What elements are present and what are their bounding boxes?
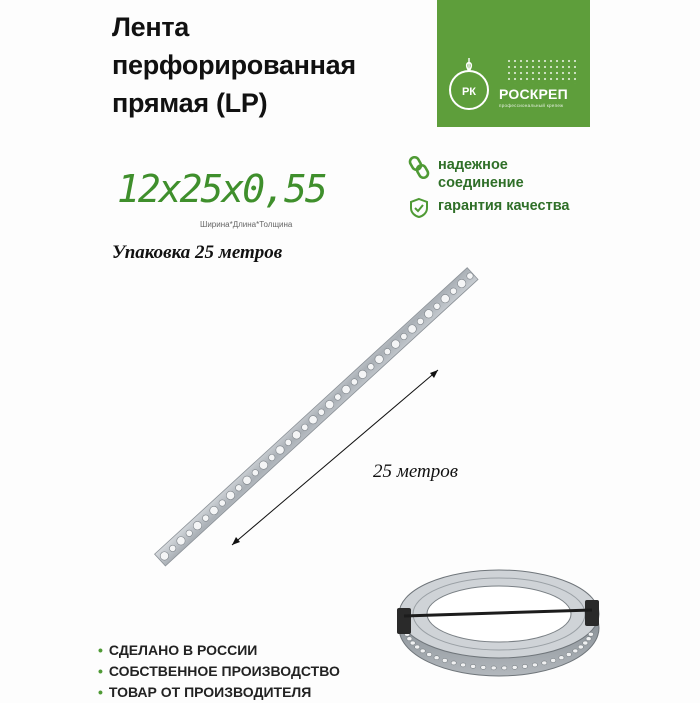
coil-hole xyxy=(578,645,583,649)
benefits-list xyxy=(98,640,340,703)
benefit-item-3: • ТОВАР ОТ ПРОИЗВОДИТЕЛЯ xyxy=(98,684,312,700)
benefit-item-1: • СДЕЛАНО В РОССИИ xyxy=(98,642,258,658)
length-label: 25 метров xyxy=(373,461,459,482)
coil-hole xyxy=(522,664,527,668)
coil-hole xyxy=(542,661,547,665)
benefit-item-2: • СОБСТВЕННОЕ ПРОИЗВОДСТВО xyxy=(98,663,340,679)
benefit-text-3: ТОВАР ОТ ПРОИЗВОДИТЕЛЯ xyxy=(108,684,312,700)
feature-text-2: гарантия качества xyxy=(438,198,570,214)
coil-hole xyxy=(461,663,466,667)
size-spec: 12x25x0,55 xyxy=(117,167,326,211)
coil-hole xyxy=(588,632,593,636)
coil-hole xyxy=(427,653,432,657)
coil-hole xyxy=(407,637,412,641)
coil-hole xyxy=(502,666,507,670)
benefit-text-1: СДЕЛАНО В РОССИИ xyxy=(108,642,258,658)
coil-hole xyxy=(415,645,420,649)
coil-hole xyxy=(559,656,564,660)
coil-hole xyxy=(481,665,486,669)
coil-hole xyxy=(434,656,439,660)
coil-hole xyxy=(532,663,537,667)
title-line-1: Лента xyxy=(112,12,190,42)
coil-hole xyxy=(551,659,556,663)
coil-hole xyxy=(586,637,591,641)
coil-hole xyxy=(491,666,496,670)
coil-hole xyxy=(442,659,447,663)
logo-tagline: профессиональный крепеж xyxy=(499,103,564,108)
coil-hole xyxy=(583,641,588,645)
feature-text-1a: надежное xyxy=(438,157,508,173)
logo-brand-name: РОСКРЕП xyxy=(499,86,568,102)
coil-hole xyxy=(451,661,456,665)
feature-text-1b: соединение xyxy=(438,175,524,191)
title-line-3: прямая (LP) xyxy=(112,88,268,118)
size-caption: Ширина*Длина*Толщина xyxy=(200,220,293,229)
coil-hole xyxy=(420,649,425,653)
coil-hole xyxy=(566,653,571,657)
coil-hole xyxy=(573,649,578,653)
coil-hole xyxy=(410,641,415,645)
title-line-2: перфорированная xyxy=(112,50,356,80)
svg-text:РК: РК xyxy=(461,86,477,98)
package-info: Упаковка 25 метров xyxy=(112,242,283,263)
coil-hole xyxy=(471,664,476,668)
benefit-text-2: СОБСТВЕННОЕ ПРОИЗВОДСТВО xyxy=(108,663,340,679)
coil-hole xyxy=(512,665,517,669)
